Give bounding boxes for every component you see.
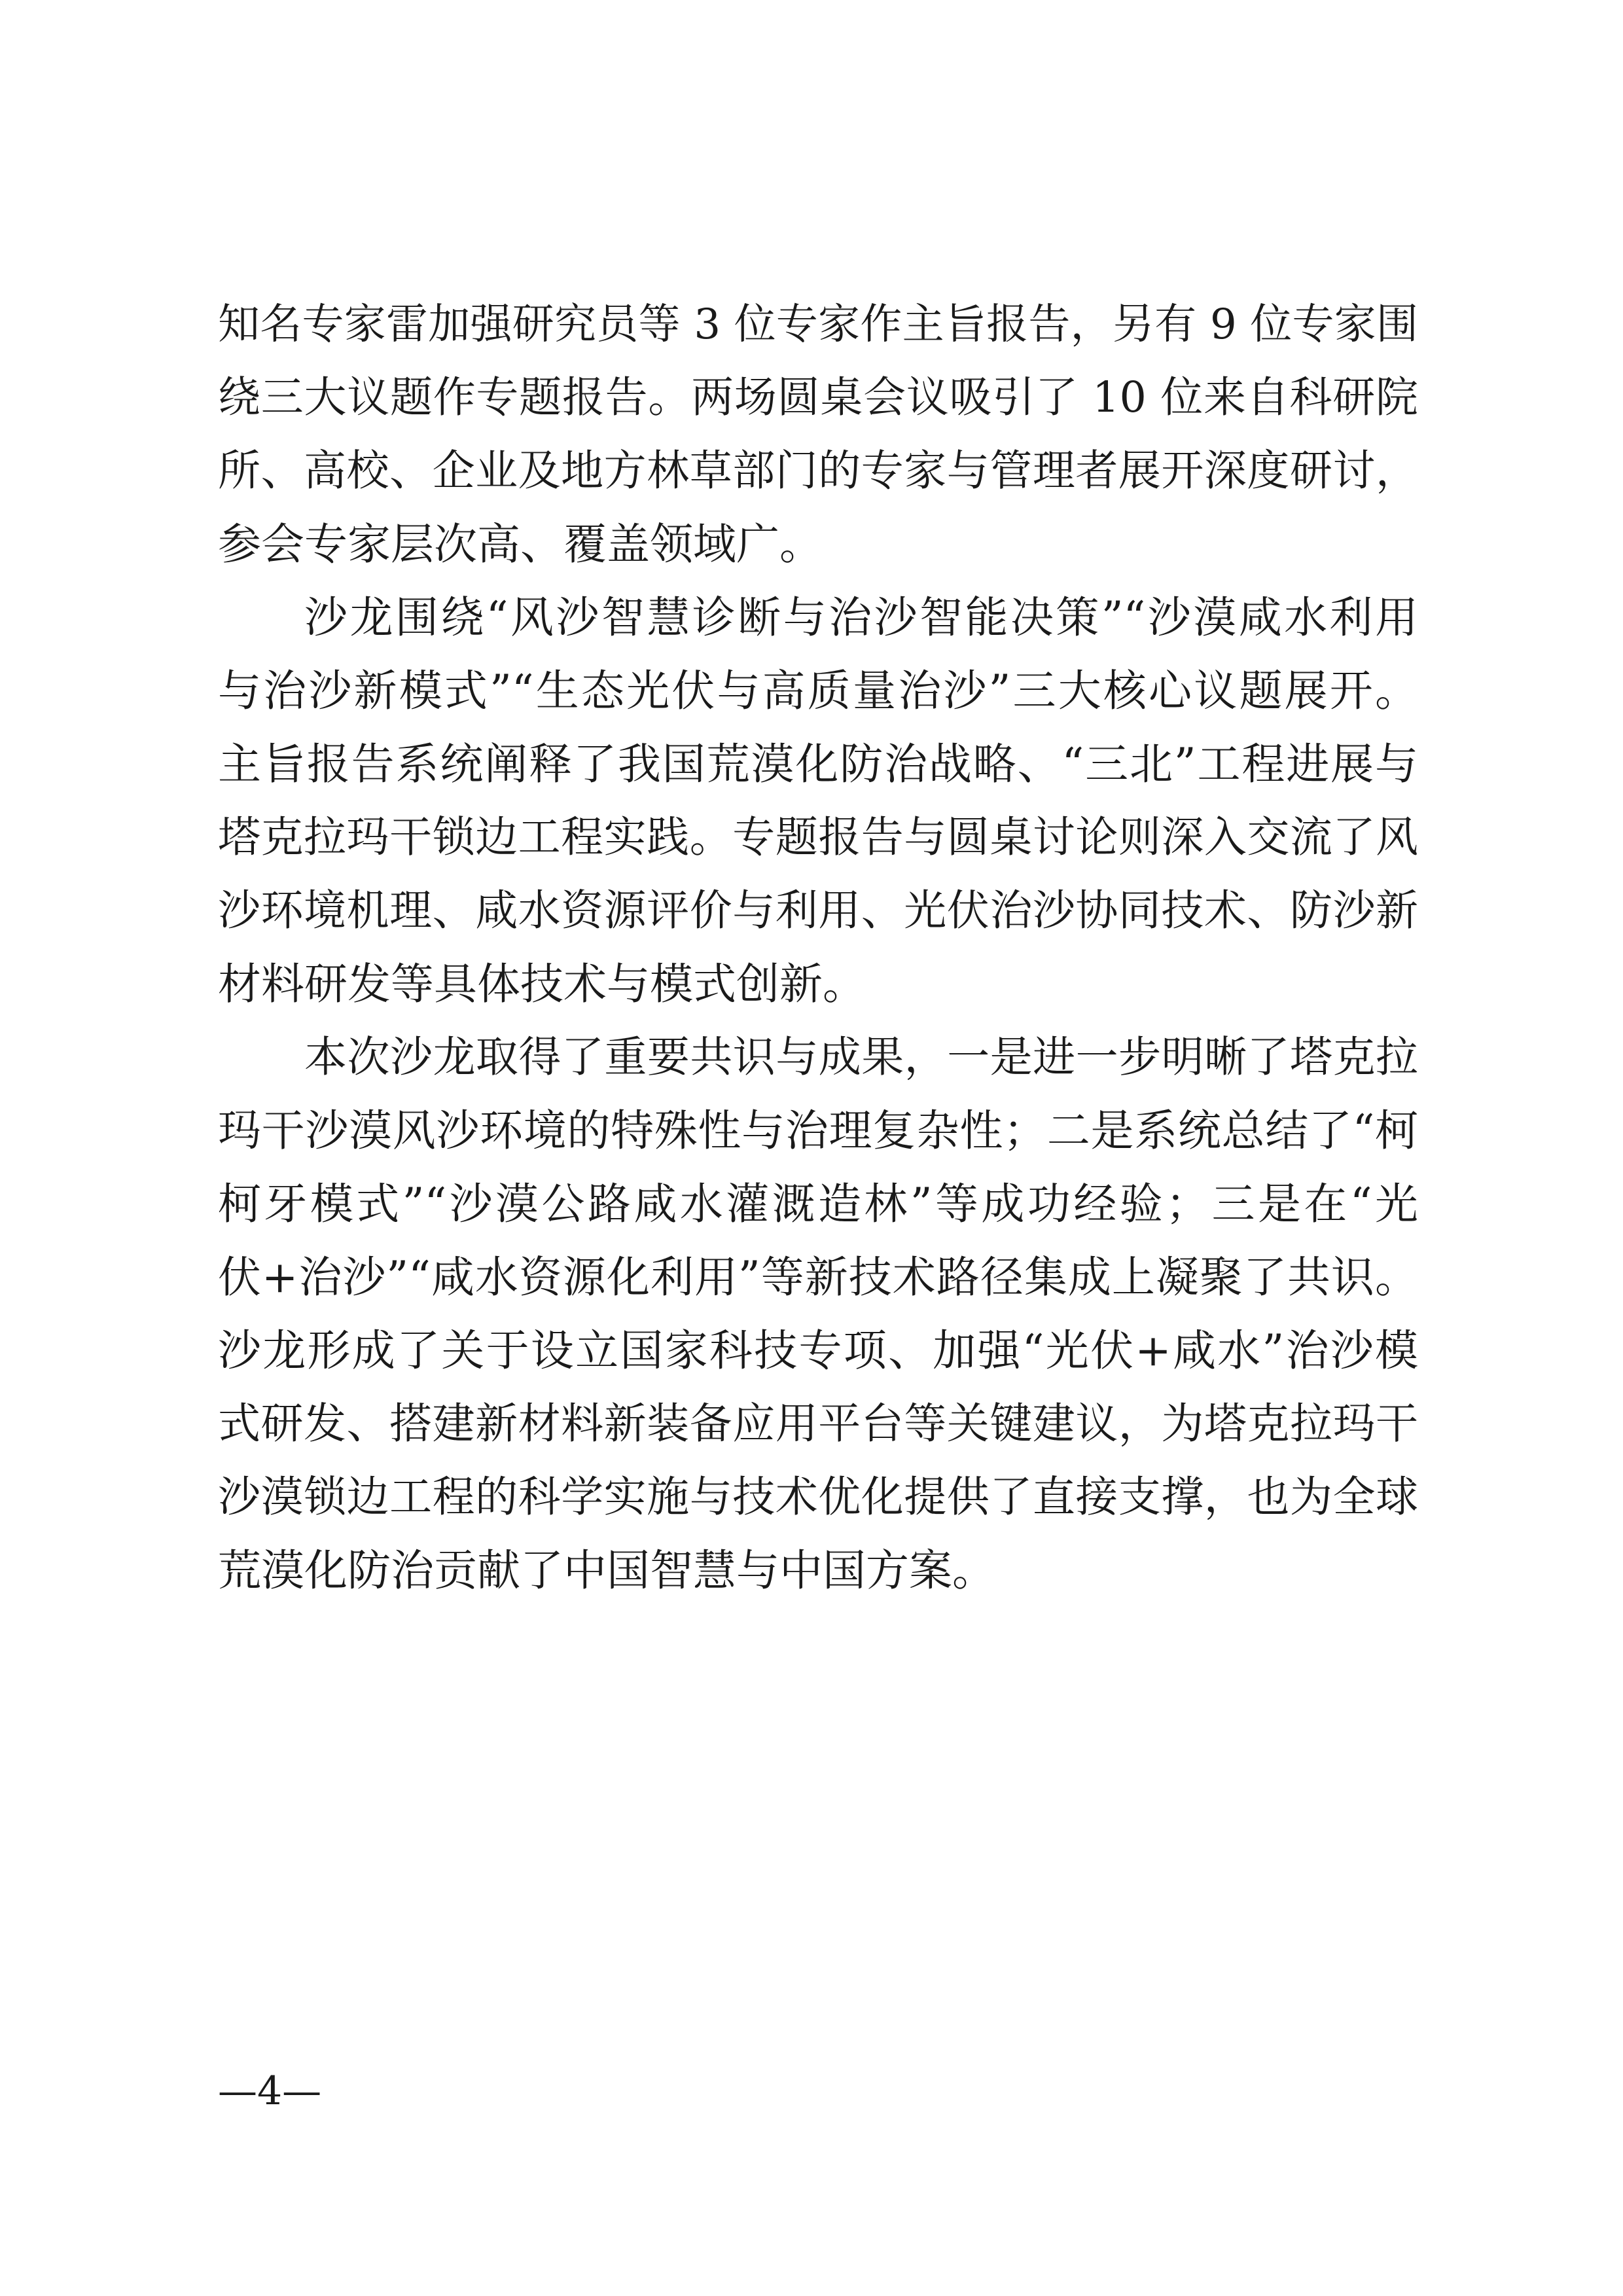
text-line: 柯牙模式”“沙漠公路咸水灌溉造林”等成功经验；三是在“光 [218,1179,1418,1229]
text-line: 主旨报告系统阐释了我国荒漠化防治战略、“三北”工程进展与 [218,739,1418,789]
paragraph-3 [218,1021,1418,1607]
text-line: 沙环境机理、咸水资源评价与利用、光伏治沙协同技术、防沙新 [218,886,1418,935]
text-line: 本次沙龙取得了重要共识与成果，一是进一步明晰了塔克拉 [304,1033,1418,1082]
body-text [218,288,1418,1607]
text-line: 式研发、搭建新材料新装备应用平台等关键建议，为塔克拉玛干 [218,1399,1418,1448]
text-line: 沙漠锁边工程的科学实施与技术优化提供了直接支撑，也为全球 [218,1473,1418,1522]
text-line: 绕三大议题作专题报告。两场圆桌会议吸引了 10 位来自科研院 [218,373,1418,422]
text-line: 伏+治沙”“咸水资源化利用”等新技术路径集成上凝聚了共识。 [218,1252,1418,1302]
text-line: 沙龙形成了关于设立国家科技专项、加强“光伏+咸水”治沙模 [218,1325,1418,1376]
text-line: 沙龙围绕“风沙智慧诊断与治沙智能决策”“沙漠咸水利用 [304,592,1418,643]
text-line: 玛干沙漠风沙环境的特殊性与治理复杂性；二是系统总结了“柯 [218,1105,1418,1156]
paragraph-2 [218,581,1418,1021]
text-line: 荒漠化防治贡献了中国智慧与中国方案。 [218,1545,995,1596]
text-line: 材料研发等具体技术与模式创新。 [218,959,866,1009]
text-line: 与治沙新模式”“生态光伏与高质量治沙”三大核心议题展开。 [218,666,1418,716]
text-line: 知名专家雷加强研究员等 3 位专家作主旨报告，另有 9 位专家围 [218,300,1418,349]
text-line: 所、高校、企业及地方林草部门的专家与管理者展开深度研讨， [218,446,1418,495]
text-line: 参会专家层次高、覆盖领域广。 [218,519,823,569]
text-line: 塔克拉玛干锁边工程实践。专题报告与圆桌讨论则深入交流了风 [218,813,1418,862]
paragraph-1 [218,288,1418,581]
page-number: —4— [218,2068,322,2114]
